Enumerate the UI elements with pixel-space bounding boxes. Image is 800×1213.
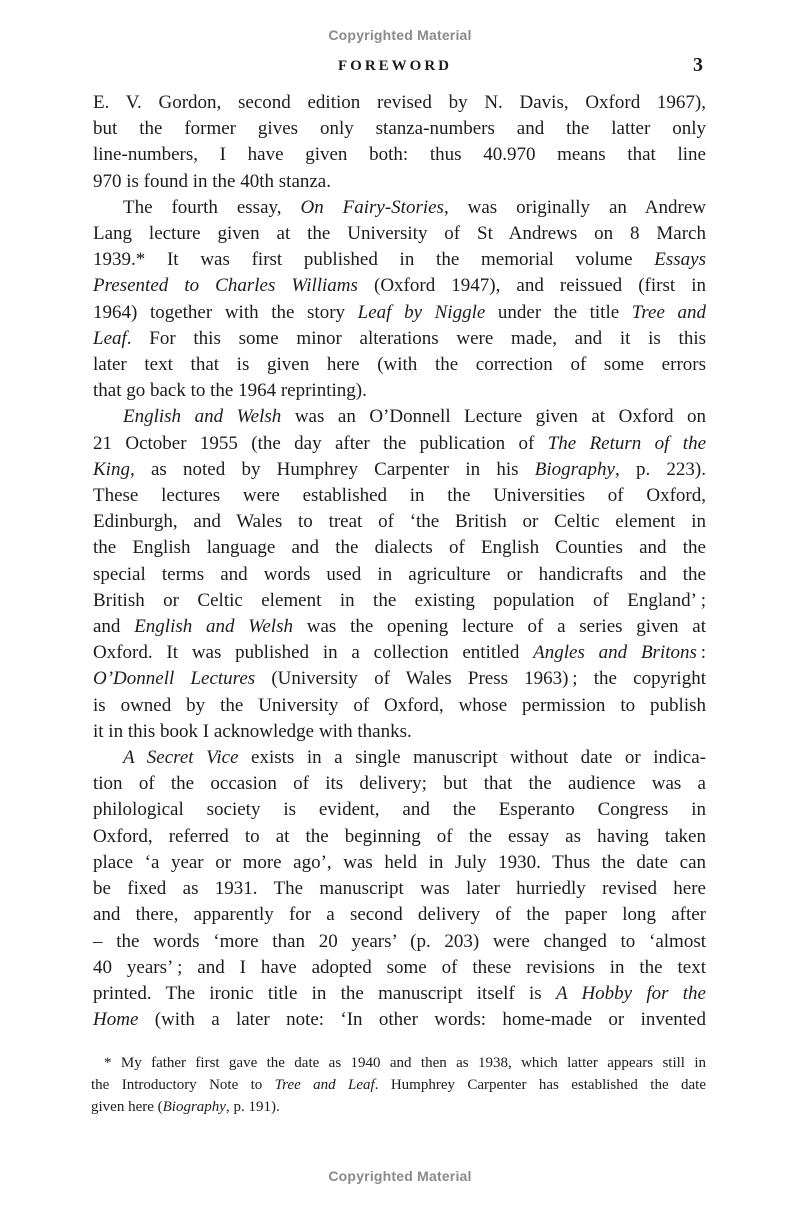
- text-segment: Edinburgh, and Wales to treat of ‘the British or Celtic element in: [93, 511, 706, 533]
- text-line: [93, 221, 706, 247]
- text-segment: printed. The ironic title in the manuscript itself is: [93, 982, 556, 1004]
- text-segment: 1939.* It was first published in the memorial volume: [93, 249, 655, 271]
- text-line: [93, 824, 706, 850]
- italic-text: A Hobby for the: [555, 982, 706, 1004]
- italic-text: Essays: [654, 249, 706, 271]
- copyright-watermark-bottom: Copyrighted Material: [328, 1168, 472, 1184]
- text-segment: later text that is given here (with the correction of some errors: [93, 354, 706, 376]
- text-line: [93, 142, 706, 168]
- italic-text: Angles and Britons: [533, 642, 697, 664]
- text-line: [93, 955, 706, 981]
- text-line: [93, 169, 706, 195]
- paragraph-2: [93, 195, 706, 405]
- paragraph-3: [93, 404, 706, 745]
- text-segment: , p. 223).: [614, 458, 706, 480]
- text-line: [93, 745, 706, 771]
- italic-text: A Secret Vice: [123, 747, 239, 769]
- text-segment: , was originally an Andrew: [443, 196, 706, 218]
- page-number: 3: [693, 54, 703, 76]
- text-segment: * My father first gave the date as 1940 and then as 1938, which latter appears still in: [104, 1055, 706, 1071]
- text-line: [93, 719, 706, 745]
- text-segment: , p. 191).: [225, 1098, 280, 1115]
- italic-text: Leaf by Niggle: [357, 301, 486, 323]
- italic-text: Presented to Charles Williams: [93, 275, 358, 297]
- italic-text: O’Donnell Lectures: [93, 668, 256, 690]
- italic-text: Tree and: [631, 301, 706, 323]
- text-line: [93, 378, 706, 404]
- text-line: [93, 693, 706, 719]
- text-line: [91, 1097, 706, 1119]
- italic-text: The Return of the: [547, 432, 706, 454]
- text-line: [93, 90, 706, 116]
- text-segment: philological society is evident, and the Esperanto Congress in: [93, 799, 706, 821]
- paragraph-4: [93, 745, 706, 1033]
- text-segment: 970 is found in the 40th stanza.: [93, 170, 331, 192]
- text-segment: These lectures were established in the Universities of Oxford,: [93, 485, 706, 507]
- text-line: [93, 797, 706, 823]
- text-line: [93, 431, 706, 457]
- text-segment: :: [696, 642, 706, 664]
- text-line: [93, 509, 706, 535]
- text-segment: is owned by the University of Oxford, whose permission to publish: [93, 694, 706, 716]
- text-segment: , as noted by Humphrey Carpenter in his: [129, 458, 535, 480]
- italic-text: King: [93, 458, 130, 480]
- text-line: [93, 1007, 706, 1033]
- text-line: [93, 666, 706, 692]
- text-segment: – the words ‘more than 20 years’ (p. 203) were changed to ‘almost: [93, 930, 706, 952]
- text-line: [93, 457, 706, 483]
- text-segment: special terms and words used in agriculture or handicrafts and the: [93, 563, 706, 585]
- text-line: [93, 562, 706, 588]
- text-segment: be fixed as 1931. The manuscript was later hurriedly revised here: [93, 878, 706, 900]
- text-line: [93, 614, 706, 640]
- text-segment: . Humphrey Carpenter has established the date: [374, 1076, 706, 1093]
- text-line: [91, 1053, 706, 1075]
- italic-text: On Fairy-Stories: [300, 196, 444, 218]
- text-segment: The fourth essay,: [123, 196, 301, 218]
- text-segment: line-numbers, I have given both: thus 40.970 means that line: [93, 144, 706, 166]
- text-line: [93, 300, 706, 326]
- text-segment: Lang lecture given at the University of St Andrews on 8 March: [93, 223, 706, 245]
- text-segment: and: [93, 616, 135, 638]
- text-segment: but the former gives only stanza-numbers and the latter only: [93, 118, 706, 140]
- text-segment: place ‘a year or more ago’, was held in July 1930. Thus the date can: [93, 851, 706, 873]
- text-segment: the English language and the dialects of English Counties and the: [93, 537, 706, 559]
- italic-text: Tree and Leaf: [274, 1076, 375, 1093]
- text-segment: was an O’Donnell Lecture given at Oxford on: [281, 406, 706, 428]
- text-line: [93, 771, 706, 797]
- text-segment: (University of Wales Press 1963) ; the copyright: [255, 668, 706, 690]
- text-segment: 21 October 1955 (the day after the publication of: [93, 432, 548, 454]
- text-line: [93, 850, 706, 876]
- text-line: [93, 876, 706, 902]
- text-line: [93, 404, 706, 430]
- italic-text: Biography: [534, 458, 615, 480]
- running-head-title: FOREWORD: [338, 58, 452, 74]
- text-line: [93, 588, 706, 614]
- text-segment: E. V. Gordon, second edition revised by N. Davis, Oxford 1967),: [93, 92, 706, 113]
- text-line: [93, 981, 706, 1007]
- paragraph-1: [93, 90, 706, 195]
- text-line: [93, 247, 706, 273]
- text-segment: Oxford. It was published in a collection entitled: [93, 642, 534, 664]
- text-line: [93, 195, 706, 221]
- text-line: [93, 929, 706, 955]
- text-line: [91, 1075, 706, 1097]
- text-line: [93, 116, 706, 142]
- text-segment: the Introductory Note to: [91, 1076, 275, 1093]
- italic-text: Biography: [162, 1098, 226, 1115]
- text-segment: . For this some minor alterations were made, and it is this: [126, 327, 706, 349]
- text-segment: (Oxford 1947), and reissued (first in: [357, 275, 706, 297]
- italic-text: English and Welsh: [134, 616, 293, 638]
- text-segment: tion of the occasion of its delivery; but that the audience was a: [93, 773, 706, 795]
- text-segment: exists in a single manuscript without date or indica-: [238, 747, 706, 769]
- text-segment: 40 years’ ; and I have adopted some of these revisions in the text: [93, 956, 706, 978]
- text-segment: given here (: [91, 1098, 163, 1115]
- text-segment: 1964) together with the story: [93, 301, 358, 323]
- text-segment: and there, apparently for a second delivery of the paper long after: [93, 904, 706, 926]
- text-line: [93, 640, 706, 666]
- copyright-watermark-top: Copyrighted Material: [328, 27, 472, 43]
- text-line: [93, 902, 706, 928]
- text-line: [93, 352, 706, 378]
- footnote: [91, 1053, 706, 1118]
- italic-text: Leaf: [93, 327, 127, 349]
- italic-text: Home: [93, 1009, 139, 1031]
- text-segment: British or Celtic element in the existing population of England’ ;: [93, 589, 706, 611]
- text-line: [93, 326, 706, 352]
- text-line: [93, 535, 706, 561]
- text-segment: (with a later note: ‘In other words: home-made or invented: [138, 1009, 706, 1031]
- text-line: [93, 273, 706, 299]
- text-segment: under the title: [485, 301, 632, 323]
- text-segment: it in this book I acknowledge with thanks.: [93, 720, 412, 742]
- text-segment: Oxford, referred to at the beginning of the essay as having taken: [93, 825, 706, 847]
- text-segment: was the opening lecture of a series given at: [292, 616, 706, 638]
- text-segment: that go back to the 1964 reprinting).: [93, 380, 367, 402]
- italic-text: English and Welsh: [123, 406, 282, 428]
- text-line: [93, 483, 706, 509]
- body-text: [93, 90, 706, 1033]
